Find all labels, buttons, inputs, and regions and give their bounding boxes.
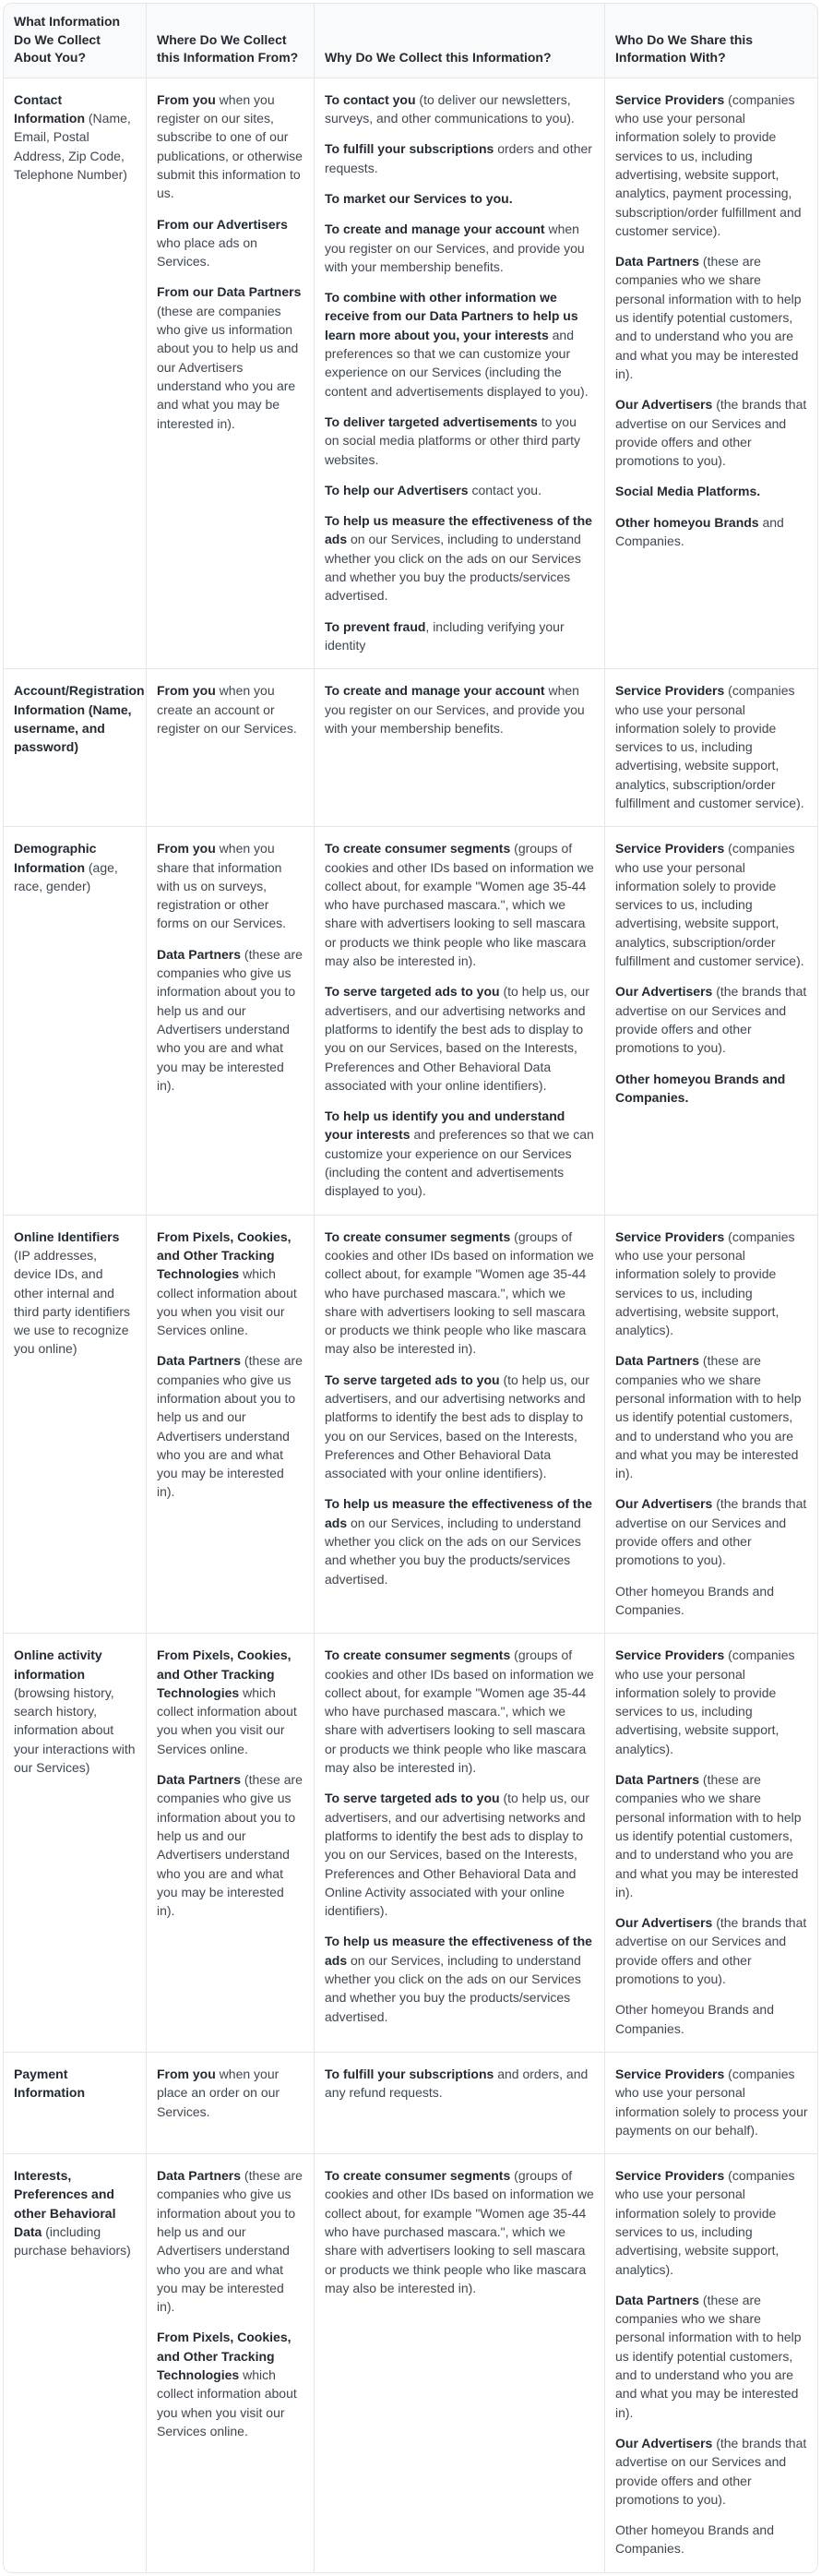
bold-text: To create and manage your account	[325, 683, 545, 699]
bold-text: Demographic Information	[14, 841, 97, 875]
regular-text: (companies who use your personal information solely to provide services to us, including advertising, website support, analytics).	[615, 1228, 795, 1338]
cell-paragraph	[157, 282, 303, 432]
table-cell	[4, 78, 147, 669]
regular-text: (these are companies who give us information about you to help us and our Advertisers understand who you are and what you may be interested in).	[157, 946, 303, 1093]
bold-text: Data Partners	[615, 1772, 700, 1788]
cell-paragraph	[325, 2166, 594, 2297]
bold-text: To help us measure the effectiveness of the ads	[325, 1934, 592, 1968]
cell-paragraph	[157, 2166, 303, 2316]
table-cell	[315, 827, 605, 1215]
table-row	[4, 2154, 818, 2572]
table-cell	[315, 1216, 605, 1635]
regular-text: (these are companies who we share personal information with to help us identify potential customers, and to understand who you are and what you may be interested in).	[615, 2292, 802, 2420]
cell-paragraph	[615, 982, 809, 1057]
regular-text: which collect information about you when you visit our Services online.	[157, 2367, 297, 2438]
regular-text: (these are companies who we share personal information with to help us identify potential customers, and to understand who you are and what you may be interested in).	[615, 254, 802, 381]
bold-text: To help our Advertisers	[325, 482, 469, 497]
regular-text: (companies who use your personal information solely to provide services to us, including advertising, website support, analytics).	[615, 2168, 795, 2277]
bold-text: From you	[157, 2066, 216, 2081]
regular-text: (IP addresses, device IDs, and other internal and third party identifiers we use to recognize you online)	[14, 1247, 131, 1357]
cell-paragraph	[157, 90, 303, 203]
regular-text: which collect information about you when you visit our Services online.	[157, 1266, 297, 1338]
regular-text: (companies who use your personal information solely to provide services to us, including advertising, website support, analytics, subscription/order fulfillment and customer service).	[615, 683, 804, 810]
column-header-who-shared-with: Who Do We Share this Information With?	[605, 4, 818, 78]
cell-paragraph	[615, 1070, 809, 1108]
cell-paragraph	[325, 681, 594, 737]
cell-paragraph	[615, 395, 809, 470]
bold-text: To serve targeted ads to you	[325, 984, 500, 1000]
cell-paragraph	[615, 1646, 809, 1758]
regular-text: (companies who use your personal information solely to provide services to us, including advertising, website support, analytics, payment processing, subscription/order fulfillment and customer service).	[615, 91, 802, 238]
bold-text: To combine with other information we receive from our Data Partners to help us learn more about you, your interests	[325, 290, 578, 342]
regular-text: Other homeyou Brands and Companies.	[615, 1583, 774, 1617]
bold-text: From Pixels, Cookies, and Other Tracking Technologies	[157, 1647, 292, 1700]
cell-paragraph	[615, 2065, 809, 2139]
cell-paragraph	[157, 945, 303, 1095]
regular-text: (the brands that advertise on our Services and provide offers and other promotions to you).	[615, 2435, 807, 2507]
cell-paragraph	[157, 681, 303, 737]
regular-text: (companies who use your personal information solely to process your payments on our behalf).	[615, 2066, 808, 2138]
regular-text: (these are companies who we share personal information with to help us identify potential customers, and to understand who you are and what you may be interested in).	[615, 1772, 802, 1899]
table-cell	[605, 2154, 818, 2572]
cell-paragraph	[325, 982, 594, 1095]
regular-text: (companies who use your personal information solely to provide services to us, including advertising, website support, analytics).	[615, 1647, 795, 1756]
bold-text: To create consumer segments	[325, 1647, 511, 1663]
regular-text: (these are companies who give us information about you to help us and our Advertisers understand who you are and what you may be interested in).	[157, 1353, 303, 1500]
bold-text: To help us measure the effectiveness of the ads	[325, 513, 592, 547]
cell-paragraph	[157, 1770, 303, 1920]
cell-paragraph	[14, 2166, 136, 2259]
bold-text: Service Providers	[615, 91, 725, 107]
regular-text: and preferences so that we can customize your experience on our Services (including the content and advertisements displayed to you).	[325, 327, 589, 399]
bold-text: Service Providers	[615, 1647, 725, 1663]
regular-text: on our Services, including to understand whether you click on the ads on our Services and whether you buy the products/services advertised.	[325, 532, 581, 604]
table-cell	[147, 669, 315, 827]
regular-text: when you register on our Services, and provide you with your membership benefits.	[325, 222, 585, 274]
regular-text: when your place an order on our Services.	[157, 2066, 280, 2119]
bold-text: To create consumer segments	[325, 1228, 511, 1244]
table-cell	[147, 78, 315, 669]
bold-text: To help us measure the effectiveness of the ads	[325, 1496, 592, 1530]
bold-text: To create consumer segments	[325, 2168, 511, 2184]
regular-text: (these are companies who we share personal information with to help us identify potential customers, and to understand who you are and what you may be interested in).	[615, 1353, 802, 1481]
bold-text: From you	[157, 841, 216, 857]
bold-text: Data Partners	[157, 1772, 242, 1788]
table-cell	[315, 2053, 605, 2154]
table-cell	[605, 669, 818, 827]
cell-paragraph	[157, 215, 303, 271]
regular-text: (the brands that advertise on our Services and provide offers and other promotions to you).	[615, 984, 807, 1056]
bold-text: From our Data Partners	[157, 284, 302, 300]
regular-text: (companies who use your personal information solely to provide services to us, including advertising, website support, analytics, subscription/order fulfillment and customer service).	[615, 841, 804, 969]
cell-paragraph	[615, 681, 809, 812]
cell-paragraph	[325, 1371, 594, 1483]
regular-text: (the brands that advertise on our Services and provide offers and other promotions to you).	[615, 1496, 807, 1568]
regular-text: (groups of cookies and other IDs based on information we collect about, for example "Women age 35-44 who have purchased mascara.", which we share with advertisers looking to sell mascara or products we think people who like mascara may also be interested in).	[325, 1228, 594, 1357]
table-cell	[4, 669, 147, 827]
regular-text: Other homeyou Brands and Companies.	[615, 2522, 774, 2557]
cell-paragraph	[325, 1646, 594, 1777]
cell-paragraph	[615, 2291, 809, 2422]
cell-paragraph	[325, 1932, 594, 2025]
regular-text: when you share that information with us on surveys, registration or other forms on our Services.	[157, 841, 287, 931]
cell-paragraph	[14, 681, 145, 756]
cell-paragraph	[615, 1770, 809, 1901]
cell-paragraph	[615, 90, 809, 240]
cell-paragraph	[325, 1228, 594, 1359]
bold-text: To deliver targeted advertisements	[325, 413, 538, 429]
column-header-what-information: What Information Do We Collect About You?	[4, 4, 147, 78]
table-cell	[605, 1634, 818, 2053]
column-header-where-collected: Where Do We Collect this Information From?	[147, 4, 315, 78]
regular-text: (these are companies who give us information about you to help us and our Advertisers understand who you are and what you may be interested in).	[157, 1772, 303, 1919]
bold-text: Data Partners	[157, 2168, 242, 2184]
cell-paragraph	[615, 1494, 809, 1569]
regular-text: orders and other requests.	[325, 141, 592, 175]
bold-text: Our Advertisers	[615, 397, 713, 413]
table-cell	[605, 78, 818, 669]
regular-text: (age, race, gender)	[14, 859, 118, 893]
bold-text: To serve targeted ads to you	[325, 1791, 500, 1806]
privacy-collection-table	[3, 3, 818, 2573]
bold-text: Payment Information	[14, 2066, 85, 2101]
bold-text: To serve targeted ads to you	[325, 1372, 500, 1387]
bold-text: Contact Information	[14, 91, 85, 126]
table-cell	[315, 669, 605, 827]
regular-text: which collect information about you when you visit our Services online.	[157, 1684, 297, 1756]
bold-text: Our Advertisers	[615, 2435, 713, 2450]
regular-text: (including purchase behaviors)	[14, 2223, 131, 2258]
cell-paragraph	[615, 2000, 809, 2038]
bold-text: Service Providers	[615, 2168, 725, 2184]
cell-paragraph	[325, 90, 594, 128]
table-cell	[315, 2154, 605, 2572]
bold-text: Service Providers	[615, 683, 725, 699]
table-row	[4, 78, 818, 669]
bold-text: Other homeyou Brands	[615, 514, 759, 530]
cell-paragraph	[325, 511, 594, 605]
bold-text: Social Media Platforms.	[615, 484, 761, 499]
cell-paragraph	[615, 1228, 809, 1340]
bold-text: Data Partners	[615, 2292, 700, 2307]
bold-text: Data Partners	[157, 1353, 242, 1369]
table-header-row	[4, 4, 818, 78]
regular-text: (groups of cookies and other IDs based on information we collect about, for example "Women age 35-44 who have purchased mascara.", which we share with advertisers looking to sell mascara or products we think people who like mascara may also be interested in).	[325, 841, 594, 969]
regular-text: (the brands that advertise on our Services and provide offers and other promotions to you).	[615, 397, 807, 469]
table-cell	[4, 2154, 147, 2572]
cell-paragraph	[325, 617, 594, 655]
table-row	[4, 669, 818, 827]
cell-paragraph	[615, 1351, 809, 1482]
bold-text: To prevent fraud	[325, 618, 426, 634]
cell-paragraph	[325, 839, 594, 970]
table-cell	[4, 1634, 147, 2053]
table-cell	[605, 2053, 818, 2154]
regular-text: who place ads on Services.	[157, 234, 257, 270]
bold-text: Service Providers	[615, 1228, 725, 1244]
table-cell	[605, 827, 818, 1215]
bold-text: Online Identifiers	[14, 1228, 120, 1244]
regular-text: (to help us, our advertisers, and our advertising networks and platforms to identify the best ads to display to you on our Services, based on the Interests, Preferences and Other Behavioral Data associated with your online identifiers).	[325, 984, 589, 1093]
bold-text: Online activity information	[14, 1647, 102, 1682]
bold-text: Data Partners	[157, 946, 242, 962]
table-cell	[4, 827, 147, 1215]
bold-text: Our Advertisers	[615, 1915, 713, 1931]
data-collection-table	[4, 4, 818, 2572]
regular-text: and orders, and any refund requests.	[325, 2066, 589, 2101]
cell-paragraph	[157, 839, 303, 932]
bold-text: To contact you	[325, 91, 416, 107]
table-cell	[147, 2154, 315, 2572]
bold-text: To fulfill your subscriptions	[325, 141, 494, 157]
bold-text: Data Partners	[615, 1353, 700, 1369]
cell-paragraph	[14, 1646, 136, 1777]
table-cell	[4, 2053, 147, 2154]
regular-text: (these are companies who give us information about you to help us and our Advertisers understand who you are and what you may be interested in).	[157, 2168, 303, 2315]
cell-paragraph	[157, 2328, 303, 2440]
bold-text: From Pixels, Cookies, and Other Tracking Technologies	[157, 2330, 292, 2383]
bold-text: Account/Registration Information (Name, username, and password)	[14, 683, 145, 755]
regular-text: (to deliver our newsletters, surveys, and other communications to you).	[325, 91, 575, 126]
table-cell	[315, 78, 605, 669]
regular-text: and preferences so that we can customize your experience on our Services (including the content and advertisements displayed to you).	[325, 1127, 594, 1199]
cell-paragraph	[157, 2065, 303, 2121]
regular-text: and Companies.	[615, 514, 784, 549]
regular-text: (browsing history, search history, information about your interactions with our Services)	[14, 1684, 136, 1776]
bold-text: To help us identify you and understand your interests	[325, 1108, 565, 1143]
bold-text: To create and manage your account	[325, 222, 545, 237]
table-row	[4, 827, 818, 1215]
regular-text: contact you.	[468, 482, 541, 497]
cell-paragraph	[615, 482, 809, 500]
bold-text: Service Providers	[615, 841, 725, 857]
bold-text: From you	[157, 683, 216, 699]
cell-paragraph	[325, 1107, 594, 1200]
cell-paragraph	[615, 1913, 809, 1988]
cell-paragraph	[14, 90, 136, 184]
bold-text: From you	[157, 91, 216, 107]
bold-text: From our Advertisers	[157, 216, 288, 232]
regular-text: when you register on our sites, subscribe to one of our publications, or otherwise submit this information to us.	[157, 91, 303, 201]
table-cell	[147, 1216, 315, 1635]
regular-text: (Name, Email, Postal Address, Zip Code, Telephone Number)	[14, 111, 131, 182]
cell-paragraph	[615, 2521, 809, 2558]
table-cell	[605, 1216, 818, 1635]
regular-text: when you create an account or register on our Services.	[157, 683, 297, 736]
regular-text: when you register on our Services, and provide you with your membership benefits.	[325, 683, 585, 736]
table-cell	[147, 2053, 315, 2154]
regular-text: (groups of cookies and other IDs based on information we collect about, for example "Women age 35-44 who have purchased mascara.", which we share with advertisers looking to sell mascara or products we think people who like mascara may also be interested in).	[325, 1647, 594, 1776]
cell-paragraph	[325, 413, 594, 469]
cell-paragraph	[615, 839, 809, 970]
cell-paragraph	[325, 139, 594, 177]
cell-paragraph	[157, 1228, 303, 1340]
bold-text: Other homeyou Brands and Companies.	[615, 1071, 786, 1105]
table-body	[4, 78, 818, 2572]
cell-paragraph	[325, 220, 594, 276]
bold-text: Our Advertisers	[615, 1496, 713, 1512]
cell-paragraph	[325, 481, 594, 499]
regular-text: Other homeyou Brands and Companies.	[615, 2002, 774, 2036]
cell-paragraph	[325, 2065, 594, 2103]
bold-text: Our Advertisers	[615, 984, 713, 1000]
cell-paragraph	[615, 513, 809, 551]
regular-text: , including verifying your identity	[325, 618, 565, 653]
table-row	[4, 2053, 818, 2154]
table-row	[4, 1634, 818, 2053]
cell-paragraph	[14, 839, 136, 895]
bold-text: To create consumer segments	[325, 841, 511, 857]
regular-text: (to help us, our advertisers, and our advertising networks and platforms to identify the best ads to display to you on our Services, based on the Interests, Preferences and Other Behavioral Data and Online Activity associated with your online identifiers).	[325, 1791, 589, 1919]
cell-paragraph	[325, 189, 594, 208]
column-header-why-collected: Why Do We Collect this Information?	[315, 4, 605, 78]
cell-paragraph	[157, 1646, 303, 1758]
bold-text: To fulfill your subscriptions	[325, 2066, 494, 2081]
bold-text: Interests, Preferences and other Behavioral Data	[14, 2168, 116, 2239]
table-cell	[147, 827, 315, 1215]
bold-text: Data Partners	[615, 254, 700, 270]
cell-paragraph	[615, 1582, 809, 1620]
cell-paragraph	[325, 1494, 594, 1588]
cell-paragraph	[14, 2065, 136, 2103]
table-cell	[147, 1634, 315, 2053]
regular-text: (to help us, our advertisers, and our advertising networks and platforms to identify the best ads to display to you on our Services, based on the Interests, Preferences and Other Behavioral Data associated with your online identifiers).	[325, 1372, 589, 1481]
cell-paragraph	[615, 2434, 809, 2509]
table-cell	[4, 1216, 147, 1635]
regular-text: on our Services, including to understand whether you click on the ads on our Services and whether you buy the products/services advertised.	[325, 1952, 581, 2024]
table-row	[4, 1216, 818, 1635]
cell-paragraph	[615, 252, 809, 383]
regular-text: (groups of cookies and other IDs based on information we collect about, for example "Women age 35-44 who have purchased mascara.", which we share with advertisers looking to sell mascara or products we think people who like mascara may also be interested in).	[325, 2168, 594, 2295]
cell-paragraph	[325, 288, 594, 401]
cell-paragraph	[615, 2166, 809, 2279]
regular-text: to you on social media platforms or other third party websites.	[325, 413, 581, 467]
regular-text: (these are companies who give us information about you to help us and our Advertisers understand who you are and what you may be interested in).	[157, 303, 299, 431]
bold-text: Service Providers	[615, 2066, 725, 2081]
bold-text: To market our Services to you.	[325, 190, 513, 206]
cell-paragraph	[325, 1789, 594, 1920]
table-cell	[315, 1634, 605, 2053]
bold-text: From Pixels, Cookies, and Other Tracking Technologies	[157, 1228, 292, 1282]
regular-text: on our Services, including to understand whether you click on the ads on our Services and whether you buy the products/services advertised.	[325, 1515, 581, 1587]
regular-text: (the brands that advertise on our Services and provide offers and other promotions to you).	[615, 1915, 807, 1987]
cell-paragraph	[14, 1228, 136, 1359]
cell-paragraph	[157, 1351, 303, 1501]
